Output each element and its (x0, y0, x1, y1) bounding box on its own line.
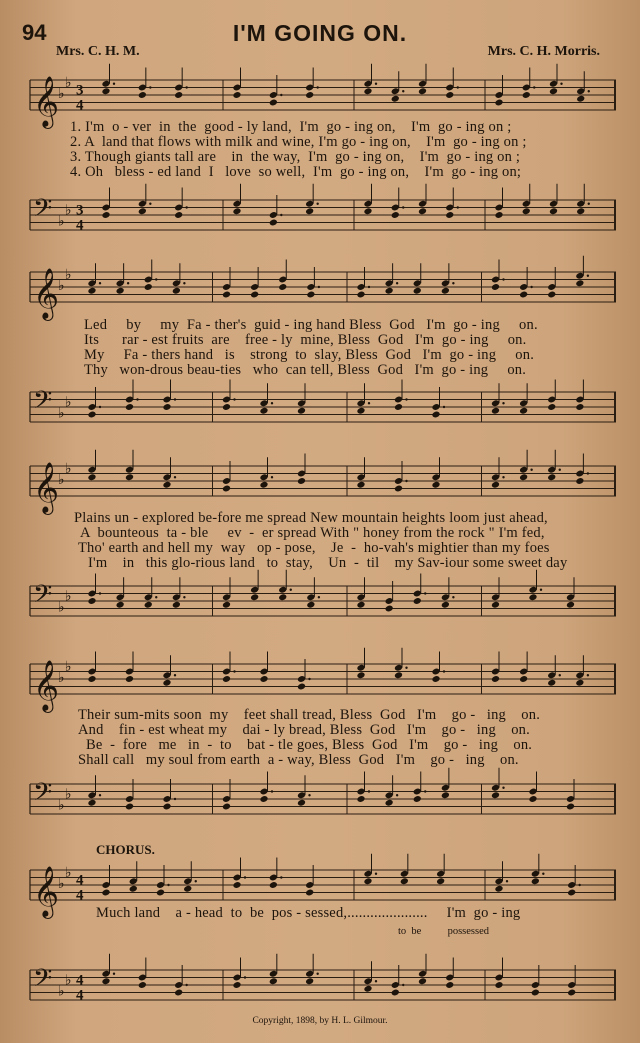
note-head (222, 601, 231, 609)
note-head (356, 601, 365, 609)
flat-icon: ♭ (65, 395, 72, 411)
note-head (87, 597, 96, 605)
note-head (391, 95, 400, 103)
note-head (385, 287, 394, 295)
bass-clef-icon: 𝄢 (33, 580, 53, 615)
verse-4-line-4: Shall call my soul from earth a - way, Bless God I'm go - ing on. (78, 752, 519, 768)
note-head (491, 601, 500, 609)
note-head (222, 485, 231, 493)
note-dot (185, 206, 187, 208)
note-dot (280, 94, 282, 96)
note-head (87, 411, 96, 419)
note-head (101, 211, 110, 219)
note-dot (195, 880, 197, 882)
time-signature-top: 4 (76, 872, 84, 889)
note-head (259, 795, 268, 803)
note-head (566, 601, 575, 609)
note-head (232, 207, 241, 215)
note-head (306, 291, 315, 299)
bass-staff (30, 960, 616, 1004)
note-dot (290, 589, 292, 591)
flat-icon: ♭ (58, 600, 65, 616)
staff-lines (30, 970, 616, 1000)
note-head (445, 91, 454, 99)
note-dot (375, 980, 377, 982)
note-dot (368, 402, 370, 404)
note-dot (530, 286, 532, 288)
note-head (87, 675, 96, 683)
note-dot (316, 86, 318, 88)
note-head (87, 287, 96, 295)
time-signature-bottom: 4 (76, 887, 84, 904)
note-head (269, 219, 278, 227)
note-dot (542, 873, 544, 875)
flat-icon: ♭ (58, 671, 65, 686)
treble-staff (30, 262, 616, 319)
note-head (519, 675, 528, 683)
note-head (547, 473, 556, 481)
note-dot (280, 876, 282, 878)
note-head (129, 885, 138, 893)
note-dot (502, 787, 504, 789)
note-head (441, 791, 450, 799)
note-head (144, 283, 153, 291)
chorus-label: CHORUS. (96, 842, 155, 857)
note-head (547, 679, 556, 687)
bass-staff (30, 576, 616, 620)
note-dot (502, 476, 504, 478)
note-dot (402, 206, 404, 208)
note-head (305, 207, 314, 215)
bass-staff (30, 774, 616, 818)
note-head (87, 799, 96, 807)
note-head (400, 877, 409, 885)
flat-icon: ♭ (65, 787, 72, 803)
note-head (259, 675, 268, 683)
note-dot (452, 282, 454, 284)
note-dot (149, 86, 151, 88)
note-head (101, 87, 110, 95)
note-head (363, 87, 372, 95)
verse-2-line-4: And fin - est wheat my dai - ly bread, Bless God I'm go - ing on. (78, 722, 530, 738)
note-head (363, 207, 372, 215)
bass-clef-icon: 𝄢 (33, 778, 53, 813)
note-head (356, 481, 365, 489)
time-signature-top: 4 (76, 972, 84, 989)
time-signature-bottom: 4 (76, 217, 84, 234)
note-head (491, 481, 500, 489)
note-head (528, 795, 537, 803)
verse-3-line-4: Be - fore me in - to bat - tle goes, Bless God I'm go - ing on. (86, 737, 533, 753)
verse-4-line-3: I'm in this glo-rious land to stay, Un - til my Sav-iour some sweet day (88, 555, 568, 571)
note-head (385, 605, 394, 613)
note-head (162, 679, 171, 687)
note-head (575, 679, 584, 687)
words-credit: Mrs. C. H. M. (56, 44, 140, 59)
note-dot (375, 83, 377, 85)
note-head (269, 977, 278, 985)
note-head (547, 291, 556, 299)
note-head (413, 287, 422, 295)
note-head (305, 889, 314, 897)
note-head (356, 671, 365, 679)
flat-icon: ♭ (65, 267, 72, 283)
note-dot (155, 278, 157, 280)
note-head (575, 477, 584, 485)
verse-1-line-3: Plains un - explored be-fore me spread New mountain heights loom just ahead, (74, 510, 548, 526)
flat-icon: ♭ (65, 973, 72, 989)
flat-icon: ♭ (65, 865, 72, 881)
note-head (431, 675, 440, 683)
note-dot (402, 984, 404, 986)
note-dot (502, 402, 504, 404)
note-dot (424, 592, 426, 594)
note-head (494, 211, 503, 219)
note-head (494, 885, 503, 893)
note-dot (174, 476, 176, 478)
note-head (306, 601, 315, 609)
note-head (391, 989, 400, 997)
note-dot (405, 480, 407, 482)
note-head (162, 803, 171, 811)
note-head (297, 799, 306, 807)
note-head (222, 403, 231, 411)
note-head (519, 407, 528, 415)
staff-lines (30, 586, 616, 616)
note-dot (174, 398, 176, 400)
page-number: 94 (22, 20, 47, 45)
verse-2-line-3: A bounteous ta - ble ev - er spread With " honey from the rock " I'm fed, (80, 525, 545, 541)
note-head (87, 473, 96, 481)
note-dot (457, 206, 459, 208)
note-dot (443, 406, 445, 408)
note-head (172, 601, 181, 609)
note-dot (502, 278, 504, 280)
note-dot (99, 592, 101, 594)
note-head (576, 95, 585, 103)
note-head (183, 885, 192, 893)
note-head (144, 601, 153, 609)
note-head (436, 877, 445, 885)
flat-icon: ♭ (58, 214, 65, 230)
note-head (413, 795, 422, 803)
note-head (125, 675, 134, 683)
note-dot (587, 674, 589, 676)
note-head (125, 403, 134, 411)
note-dot (183, 596, 185, 598)
note-dot (185, 984, 187, 986)
note-head (356, 291, 365, 299)
note-dot (375, 873, 377, 875)
note-dot (559, 469, 561, 471)
note-head (232, 981, 241, 989)
note-dot (318, 286, 320, 288)
note-dot (174, 674, 176, 676)
note-dot (308, 794, 310, 796)
flat-icon: ♭ (65, 659, 72, 675)
staff-lines (30, 466, 616, 496)
note-head (445, 211, 454, 219)
note-head (250, 593, 259, 601)
note-head (138, 207, 147, 215)
note-head (116, 287, 125, 295)
note-head (418, 87, 427, 95)
note-head (232, 881, 241, 889)
note-dot (99, 282, 101, 284)
hymn-title: I'M GOING ON. (232, 20, 408, 46)
note-dot (578, 884, 580, 886)
verse-3-line-3: Tho' earth and hell my way op - pose, Je - ho-vah's mightier than my foes (78, 540, 550, 556)
note-head (547, 403, 556, 411)
note-dot (99, 406, 101, 408)
note-dot (540, 589, 542, 591)
note-head (531, 989, 540, 997)
note-head (491, 791, 500, 799)
note-head (394, 485, 403, 493)
note-head (522, 91, 531, 99)
note-dot (424, 790, 426, 792)
note-head (519, 473, 528, 481)
note-head (138, 981, 147, 989)
note-head (138, 91, 147, 99)
note-head (394, 403, 403, 411)
note-head (259, 407, 268, 415)
note-head (445, 981, 454, 989)
note-dot (530, 469, 532, 471)
note-head (162, 403, 171, 411)
note-dot (368, 790, 370, 792)
chorus-lyrics: Much land a - head to be pos - sessed,..................... I'm go - ing (96, 905, 521, 921)
note-head (278, 593, 287, 601)
flat-icon: ♭ (65, 461, 72, 477)
note-head (491, 675, 500, 683)
note-head (101, 889, 110, 897)
note-head (305, 91, 314, 99)
note-dot (113, 83, 115, 85)
note-dot (396, 282, 398, 284)
note-head (528, 593, 537, 601)
note-head (418, 207, 427, 215)
note-head (363, 985, 372, 993)
verse-1-line-1: 1. I'm o - ver in the good - ly land, I'm go - ing on, I'm go - ing on ; (70, 119, 512, 135)
note-dot (136, 398, 138, 400)
flat-icon: ♭ (58, 798, 65, 814)
note-dot (368, 286, 370, 288)
bass-staff (30, 190, 616, 234)
note-head (297, 683, 306, 691)
note-head (394, 671, 403, 679)
note-dot (443, 670, 445, 672)
note-dot (396, 794, 398, 796)
bass-clef-icon: 𝄢 (33, 386, 53, 421)
treble-clef-icon: 𝄞 (33, 866, 60, 917)
chorus-bass-words: to be possessed (398, 926, 489, 937)
flat-icon: ♭ (58, 473, 65, 488)
note-head (576, 207, 585, 215)
note-head (531, 877, 540, 885)
note-dot (271, 402, 273, 404)
note-head (549, 207, 558, 215)
note-dot (559, 674, 561, 676)
note-head (356, 795, 365, 803)
note-head (519, 291, 528, 299)
note-head (418, 977, 427, 985)
note-dot (113, 973, 115, 975)
note-head (172, 287, 181, 295)
note-head (278, 283, 287, 291)
note-dot (233, 670, 235, 672)
time-signature-top: 3 (76, 202, 84, 219)
treble-clef-icon: 𝄞 (33, 268, 60, 319)
note-dot (560, 83, 562, 85)
note-dot (457, 86, 459, 88)
note-head (222, 291, 231, 299)
note-dot (167, 884, 169, 886)
note-dot (405, 667, 407, 669)
note-head (356, 407, 365, 415)
note-head (385, 799, 394, 807)
staff-lines (30, 272, 616, 302)
staff-lines (30, 870, 616, 900)
staff-lines (30, 392, 616, 422)
note-dot (533, 86, 535, 88)
note-head (156, 889, 165, 897)
flat-icon: ♭ (58, 279, 65, 294)
note-dot (185, 86, 187, 88)
verse-1-line-2: Led by my Fa - ther's guid - ing hand Bless God I'm go - ing on. (84, 317, 538, 333)
note-dot (318, 596, 320, 598)
note-head (232, 91, 241, 99)
flat-icon: ♭ (58, 406, 65, 422)
note-dot (308, 678, 310, 680)
note-dot (587, 472, 589, 474)
note-head (297, 477, 306, 485)
note-head (494, 99, 503, 107)
music-credit: Mrs. C. H. Morris. (487, 44, 600, 59)
note-head (305, 977, 314, 985)
note-head (297, 407, 306, 415)
verse-4-line-1: 4. Oh bless - ed land I love so well, I'm go - ing on, I'm go - ing on; (70, 164, 522, 180)
note-head (491, 283, 500, 291)
note-head (174, 211, 183, 219)
note-head (222, 675, 231, 683)
note-dot (587, 275, 589, 277)
treble-staff (30, 456, 616, 513)
note-head (125, 473, 134, 481)
copyright-notice: Copyright, 1898, by H. L. Gilmour. (252, 1016, 388, 1026)
note-dot (452, 596, 454, 598)
note-head (566, 803, 575, 811)
note-head (269, 881, 278, 889)
note-head (549, 87, 558, 95)
verse-4-line-2: Thy won-drous beau-ties who can tell, Bless God I'm go - ing on. (84, 362, 527, 378)
flat-icon: ♭ (65, 75, 72, 91)
verse-3-line-2: My Fa - thers hand is strong to slay, Bless God I'm go - ing on. (84, 347, 535, 363)
verse-2-line-2: Its rar - est fruits are free - ly mine, Bless God I'm go - ing on. (84, 332, 527, 348)
note-head (391, 211, 400, 219)
note-head (522, 207, 531, 215)
note-dot (174, 798, 176, 800)
flat-icon: ♭ (58, 87, 65, 102)
time-signature-top: 3 (76, 82, 84, 99)
note-dot (316, 973, 318, 975)
time-signature-bottom: 4 (76, 987, 84, 1004)
note-head (567, 889, 576, 897)
bass-clef-icon: 𝄢 (33, 194, 53, 229)
note-dot (506, 880, 508, 882)
note-head (250, 291, 259, 299)
note-dot (588, 203, 590, 205)
note-dot (99, 794, 101, 796)
note-head (125, 803, 134, 811)
note-head (494, 981, 503, 989)
note-head (567, 989, 576, 997)
note-head (259, 481, 268, 489)
note-dot (316, 203, 318, 205)
note-dot (233, 398, 235, 400)
treble-staff (30, 654, 616, 711)
note-dot (155, 596, 157, 598)
note-head (101, 977, 110, 985)
flat-icon: ♭ (65, 589, 72, 605)
note-head (441, 287, 450, 295)
note-dot (280, 214, 282, 216)
note-dot (127, 282, 129, 284)
treble-clef-icon: 𝄞 (33, 660, 60, 711)
note-head (575, 279, 584, 287)
note-head (174, 91, 183, 99)
note-head (441, 601, 450, 609)
note-dot (244, 876, 246, 878)
time-signature-bottom: 4 (76, 97, 84, 114)
note-head (413, 597, 422, 605)
note-head (491, 407, 500, 415)
note-head (222, 803, 231, 811)
treble-clef-icon: 𝄞 (33, 76, 60, 127)
note-head (431, 481, 440, 489)
note-dot (244, 976, 246, 978)
note-head (575, 403, 584, 411)
flat-icon: ♭ (58, 877, 65, 892)
note-head (269, 99, 278, 107)
flat-icon: ♭ (65, 203, 72, 219)
note-dot (405, 398, 407, 400)
verse-3-line-1: 3. Though giants tall are in the way, I'm go - ing on, I'm go - ing on ; (70, 149, 521, 165)
note-dot (149, 203, 151, 205)
note-dot (588, 90, 590, 92)
staff-lines (30, 664, 616, 694)
note-head (431, 411, 440, 419)
bass-staff (30, 382, 616, 426)
note-dot (183, 282, 185, 284)
bass-clef-icon: 𝄢 (33, 964, 53, 999)
note-head (162, 481, 171, 489)
note-dot (402, 90, 404, 92)
note-dot (271, 476, 273, 478)
flat-icon: ♭ (58, 984, 65, 1000)
note-head (174, 989, 183, 997)
verse-1-line-4: Their sum-mits soon my feet shall tread, Bless God I'm go - ing on. (78, 707, 541, 723)
verse-2-line-1: 2. A land that flows with milk and wine, I'm go - ing on, I'm go - ing on ; (70, 134, 527, 150)
note-head (363, 877, 372, 885)
treble-clef-icon: 𝄞 (33, 462, 60, 513)
note-head (116, 601, 125, 609)
note-dot (271, 790, 273, 792)
staff-lines (30, 784, 616, 814)
